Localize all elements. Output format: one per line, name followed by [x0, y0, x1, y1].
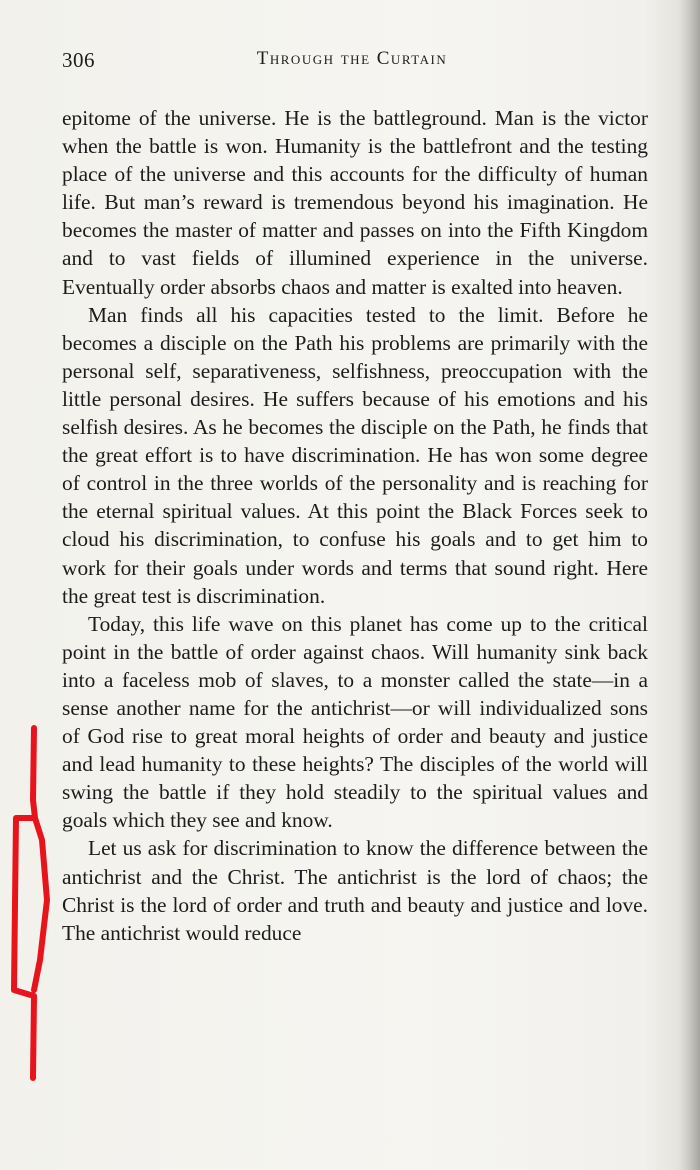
paragraph-3: Today, this life wave on this planet has come up to the critical point in the battle of order against chaos. Will humanity sink back into a faceless mob of slaves, to a monster called the state—in a sense another name for the antichrist—or will individualized sons of God rise to great moral heights of order and beauty and justice and lead humanity to these heights? The disciples of the world will swing the battle if they hold steadily to the spiritual values and goals which they see and know. [62, 611, 648, 833]
paragraph-1: epitome of the universe. He is the battleground. Man is the victor when the battle is won. Humanity is the battlefront and the testing place of the universe and this accounts for the difficulty of human life. But man’s reward is tremendous beyond his imagination. He becomes the master of matter and passes on into the Fifth Kingdom and to vast fields of illumined experience in the universe. Eventually order absorbs chaos and matter is exalted into heaven. [62, 106, 648, 299]
paragraph-4: Let us ask for discrimination to know the difference between the antichrist and the Christ. The antichrist is the lord of chaos; the Christ is the lord of order and truth and beauty and justice and love. The antichrist would reduce [62, 836, 648, 945]
body-text [62, 104, 648, 947]
page-header [62, 48, 646, 76]
page-number: 306 [62, 48, 95, 72]
page-edge-shadow [678, 0, 700, 1170]
running-title: Through the Curtain [256, 48, 448, 69]
red-bracket-mark [14, 728, 35, 1078]
paragraph-2: Man finds all his capacities tested to the limit. Before he becomes a disciple on the Path his problems are primarily with the personal self, separativeness, selfishness, preoccupation with the little personal desires. He suffers because of his emotions and his selfish desires. As he becomes the disciple on the Path, he finds that the great effort is to have discrimination. He has won some degree of control in the three worlds of the personality and is reaching for the eternal spiritual values. At this point the Black Forces seek to cloud his discrimination, to confuse his goals and to get him to work for their goals under words and terms that sound right. Here the great test is discrimination. [62, 302, 648, 608]
